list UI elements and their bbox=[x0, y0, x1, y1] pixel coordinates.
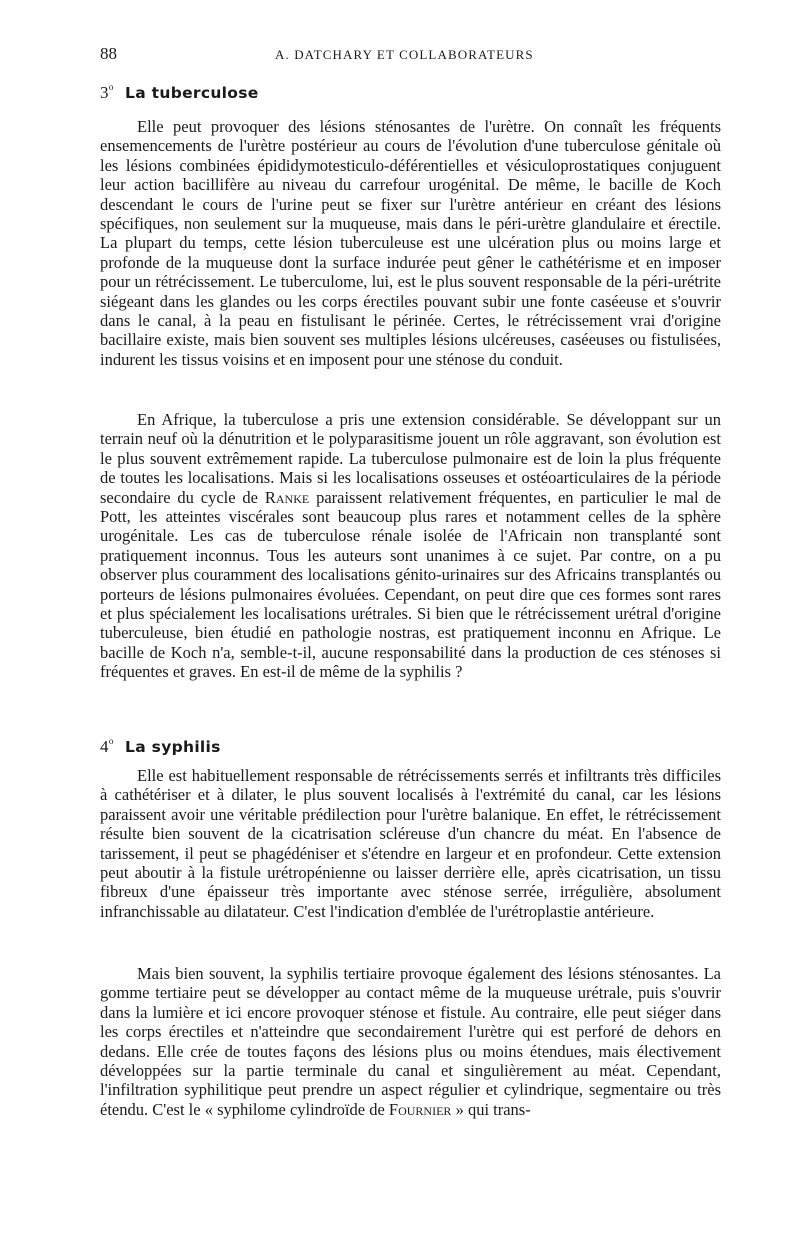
paragraph: Elle peut provoquer des lésions sténosantes de l'urètre. On connaît les fréquents ensemencements de l'urètre postérieur au cours de l'évolution d'une tuberculose génitale où les lésions combinées épididymotesticulo-déférentielles et vésiculoprostatiques conjuguent leur action bacillifère au niveau du carrefour urogénital. De même, le bacille de Koch descendant le cours de l'urine peut se fixer sur l'urètre antérieur en créant des lésions spécifiques, non seulement sur la muqueuse, mais dans le péri-urètre glandulaire et érectile. La plupart du temps, cette lésion tuberculeuse est une ulcération plus ou moins large et profonde de la muqueuse dont la surface indurée peut gêner le cathétérisme et en imposer pour un rétrécissement. Le tuberculome, lui, est le plus souvent responsable de la péri-urétrite siégeant dans les glandes ou les corps érectiles pouvant subir une fonte caséeuse et s'ouvrir dans le canal, à la peau en fistulisant le périnée. Certes, le rétrécissement vrai d'origine bacillaire existe, mais bien souvent ses multiples lésions ulcéreuses, caséeuses ou fistulisées, indurent les tissus voisins et en imposent pour une sténose du conduit. bbox=[100, 117, 721, 369]
running-title: A. DATCHARY ET COLLABORATEURS bbox=[275, 47, 534, 62]
section-heading-tuberculose bbox=[100, 82, 259, 103]
section-title: La syphilis bbox=[125, 738, 221, 756]
section-number: 4$^o$ bbox=[100, 736, 114, 756]
author-name-ranke: Ranke bbox=[264, 487, 310, 507]
paragraph: Elle est habituellement responsable de rétrécissements serrés et infiltrants très difficiles à cathétériser et à dilater, le plus souvent localisés à l'extrémité du canal, car les lésions paraissent avoir une véritable prédilection pour l'urètre balanique. En effet, le rétrécissement résulte bien souvent de la cicatrisation scléreuse d'un chancre du méat. En l'absence de tarissement, il peut se phagédéniser et s'étendre en largeur et en profondeur. Cette extension peut aboutir à la fistule urétropénienne ou laisser derrière elle, après cicatrisation, un tissu fibreux d'une épaisseur très importante avec sténose serrée, irrégulière, absolument infranchissable au dilatateur. C'est l'indication d'emblée de l'urétroplastie antérieure. bbox=[100, 766, 721, 921]
section-heading-syphilis bbox=[100, 736, 221, 757]
section-number: 3$^o$ bbox=[100, 82, 114, 102]
paragraph: En Afrique, la tuberculose a pris une extension considérable. Se développant sur un terrain neuf où la dénutrition et le polyparasitisme jouent un rôle aggravant, son évolution est le plus souvent extrêmement rapide. La tuberculose pulmonaire est de loin la plus fréquente de toutes les localisations. Mais si les localisations osseuses et ostéoarticulaires de la période secondaire du cycle de Ranke paraissent relativement fréquentes, en particulier le mal de Pott, les atteintes viscérales sont beaucoup plus rares et notamment celles de la sphère urogénitale. Les cas de tuberculose rénale isolée de l'Africain non transplanté sont pratiquement inconnus. Tous les auteurs sont unanimes à ce sujet. Par contre, on a pu observer plus couramment des localisations génito-urinaires sur des Africains transplantés ou porteurs de lésions pulmonaires évoluées. Cependant, on peut dire que ces formes sont rares et plus spécialement les localisations urétrales. Si bien que le rétrécissement urétral d'origine tuberculeuse, bien étudié en pathologie nostras, est pratiquement inconnu en Afrique. Le bacille de Koch n'a, semble-t-il, aucune responsabilité dans la production de ces sténoses si fréquentes et graves. En est-il de même de la syphilis ? bbox=[100, 410, 721, 682]
page-number: 88 bbox=[100, 44, 117, 63]
author-name-fournier: Fournier bbox=[388, 1099, 452, 1119]
section-title: La tuberculose bbox=[125, 84, 259, 102]
paragraph: Mais bien souvent, la syphilis tertiaire provoque également des lésions sténosantes. La gomme tertiaire peut se développer au contact même de la muqueuse urétrale, puis s'ouvrir dans la lumière et ici encore provoquer sténose et fistule. Au contraire, elle peut siéger dans les corps érectiles et n'atteindre que secondairement l'urètre qui est perforé de dehors en dedans. Elle crée de toutes façons des lésions plus ou moins étendues, mais électivement développées sur la partie terminale du canal et singulièrement au méat. Cependant, l'infiltration syphilitique peut prendre un aspect régulier et cylindrique, segmentaire ou très étendu. C'est le « syphilome cylindroïde de Fournier » qui trans- bbox=[100, 964, 721, 1119]
running-head bbox=[100, 44, 720, 68]
